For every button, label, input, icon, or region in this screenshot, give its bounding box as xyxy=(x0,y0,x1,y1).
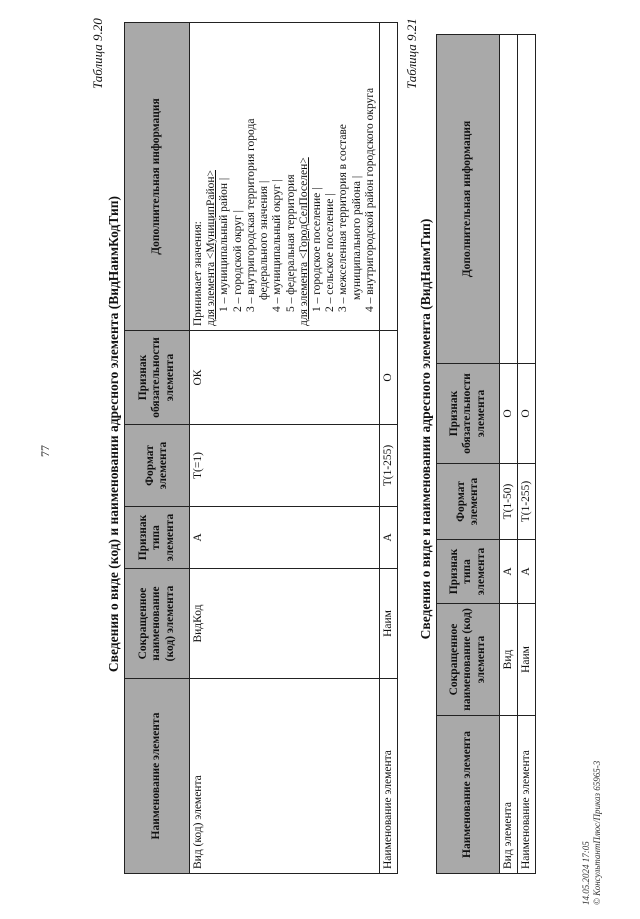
table1-header-type: Признак типа элемента xyxy=(125,507,190,569)
info-line: федерального значения | xyxy=(258,180,271,300)
info-line: 3 – внутригородская территория города xyxy=(244,118,257,312)
info-line: 1 – муниципальный район | xyxy=(218,177,231,312)
table1-title: Сведения о виде (код) и наименовании адресного элемента (ВидНаимКодТип) xyxy=(106,195,121,673)
table-row xyxy=(518,35,536,874)
table1-header-format: Формат элемента xyxy=(125,425,190,507)
page-number: 77 xyxy=(38,445,52,457)
table2-header-code: Сокращенное наименование (код) элемента xyxy=(437,604,500,716)
info-line: 5 – федеральная территория xyxy=(284,174,297,312)
document-stamp xyxy=(581,761,603,905)
cell-type: А xyxy=(500,540,518,604)
cell-code: Вид xyxy=(500,604,518,716)
table2-header-row xyxy=(437,35,500,874)
table1-caption: Таблица 9.20 xyxy=(90,18,105,89)
table2-caption: Таблица 9.21 xyxy=(404,18,419,89)
cell-code: Наим xyxy=(380,569,398,679)
table2-header-info: Дополнительная информация xyxy=(437,35,500,364)
info-line: для элемента <МуниципРайон> xyxy=(205,170,218,326)
cell-type: А xyxy=(190,507,380,569)
cell-name: Вид элемента xyxy=(500,716,518,874)
cell-code: ВидКод xyxy=(190,569,380,679)
cell-format: Т(=1) xyxy=(190,425,380,507)
cell-info xyxy=(500,35,518,364)
table1-header-required: Признак обязательности элемента xyxy=(125,331,190,425)
cell-required: О xyxy=(380,331,398,425)
table-row xyxy=(500,35,518,874)
table2-header-type: Признак типа элемента xyxy=(437,540,500,604)
cell-type: А xyxy=(380,507,398,569)
table2-header-format: Формат элемента xyxy=(437,464,500,540)
table1-header-row xyxy=(125,23,190,874)
cell-name: Наименование элемента xyxy=(380,679,398,874)
table1-header-code: Сокращенное наименование (код) элемента xyxy=(125,569,190,679)
cell-format: Т(1-255) xyxy=(518,464,536,540)
info-line: 4 – внутригородской район городского округа xyxy=(363,87,376,312)
cell-required: О xyxy=(500,364,518,464)
table2-title: Сведения о виде и наименовании адресного элемента (ВидНаимТип) xyxy=(418,218,433,640)
table2-header-name: Наименование элемента xyxy=(437,716,500,874)
cell-name: Вид (код) элемента xyxy=(190,679,380,874)
info-line: 1 – городское поселение | xyxy=(310,187,323,312)
table2-header-required: Признак обязательности элемента xyxy=(437,364,500,464)
table1 xyxy=(124,22,398,874)
cell-info xyxy=(190,23,380,331)
info-line: муниципального района | xyxy=(350,175,363,300)
cell-format: Т(1-255) xyxy=(380,425,398,507)
info-line: Принимает значения: xyxy=(192,221,204,326)
table1-header-info: Дополнительная информация xyxy=(125,23,190,331)
table2 xyxy=(436,34,536,874)
cell-required: О xyxy=(518,364,536,464)
table-row xyxy=(190,23,380,874)
info-line: 2 – сельское поселение | xyxy=(324,193,337,312)
cell-name: Наименование элемента xyxy=(518,716,536,874)
info-line: 3 – межселенная территория в составе xyxy=(337,124,350,312)
info-line: 2 – городской округ | xyxy=(231,210,244,312)
stamp-line-source: © КонсультантПлюс/Приказ 65965-3 xyxy=(591,760,602,905)
cell-format: Т(1-50) xyxy=(500,464,518,540)
cell-info xyxy=(518,35,536,364)
cell-info xyxy=(380,23,398,331)
table-row xyxy=(380,23,398,874)
stamp-line-date: 14.05.2024 17:05 xyxy=(581,841,591,905)
info-line: для элемента <ГородСелПоселен> xyxy=(297,157,310,326)
cell-code: Наим xyxy=(518,604,536,716)
cell-required: ОК xyxy=(190,331,380,425)
info-line: 4 – муниципальный округ | xyxy=(271,179,284,312)
table1-header-name: Наименование элемента xyxy=(125,679,190,874)
cell-type: А xyxy=(518,540,536,604)
